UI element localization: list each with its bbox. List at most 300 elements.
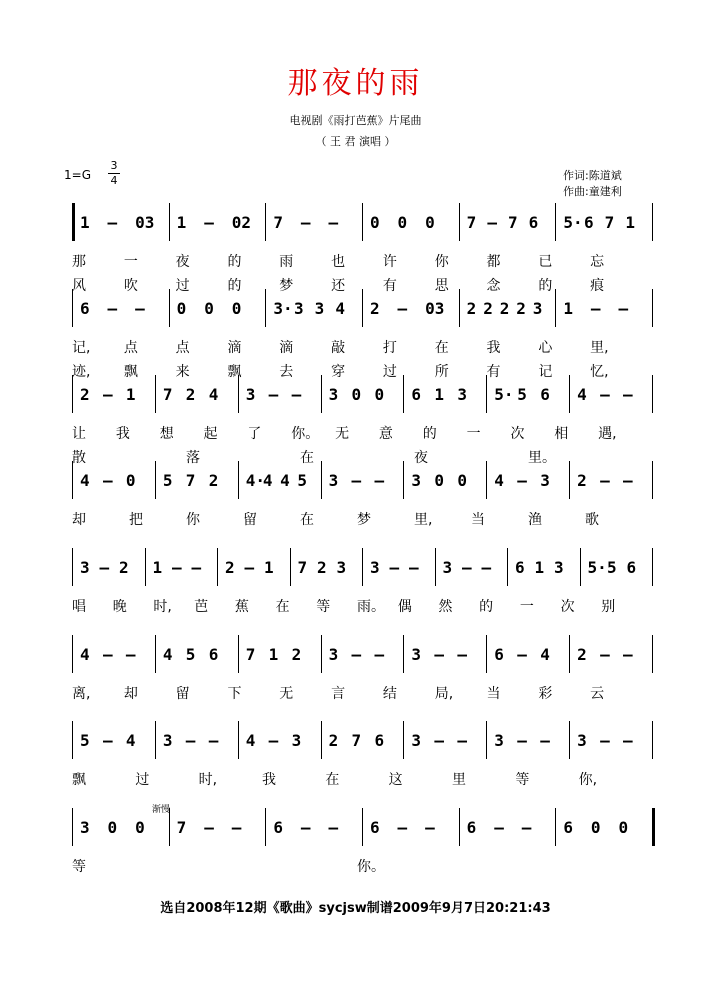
barline <box>362 548 363 586</box>
note: – <box>517 731 527 750</box>
note: 3 <box>80 818 90 837</box>
lyric-syllable: 滴 <box>279 340 294 356</box>
barline <box>652 461 653 499</box>
note: 0 <box>425 213 435 232</box>
notes-row-8 <box>0 818 711 842</box>
note: 6 <box>528 213 539 232</box>
note: – <box>521 818 532 837</box>
note: 3 <box>554 558 564 577</box>
note: 3 <box>457 385 467 404</box>
note: – <box>204 818 214 837</box>
note: – <box>107 299 118 318</box>
note: 4 <box>208 385 219 404</box>
barline <box>486 461 487 499</box>
lyric-syllable: 忆, <box>590 364 609 380</box>
lyric-row-2-1 <box>0 337 711 357</box>
note: 6 <box>515 558 525 577</box>
note: 3 <box>577 731 587 750</box>
lyric-syllable: 过 <box>175 278 190 294</box>
note: 0 <box>125 471 136 490</box>
lyric-syllable: 有 <box>486 364 501 380</box>
note: – <box>374 471 385 490</box>
note: – <box>102 385 113 404</box>
note: – <box>434 731 445 750</box>
barline <box>72 548 73 586</box>
note: 0 <box>351 385 362 404</box>
note: – <box>389 558 400 577</box>
notes-row-7 <box>0 731 711 755</box>
note: 1 <box>176 213 187 232</box>
lyric-syllable: 思 <box>434 278 449 294</box>
barline <box>72 289 73 327</box>
lyric-syllable: 飘 <box>123 364 138 380</box>
note: – <box>328 818 339 837</box>
lyric-syllable: 等 <box>515 772 530 788</box>
note: 6 <box>370 818 380 837</box>
lyric-syllable: 的 <box>227 254 242 270</box>
note: 1 <box>125 385 136 404</box>
barline <box>72 635 73 673</box>
lyric-syllable: 都 <box>486 254 501 270</box>
note: 3 <box>540 471 550 490</box>
note: – <box>600 471 610 490</box>
lyric-syllable: 唱 <box>72 599 86 615</box>
lyric-syllable: 言 <box>331 686 346 702</box>
lyric-syllable: 次 <box>510 426 525 442</box>
note: – <box>397 299 408 318</box>
lyric-syllable: 的 <box>227 278 242 294</box>
lyric-syllable: 念 <box>486 278 501 294</box>
lyric-syllable: 相 <box>554 426 569 442</box>
note: 2 <box>577 471 587 490</box>
note: – <box>185 731 196 750</box>
note: 0 <box>618 818 629 837</box>
lyric-syllable: 意 <box>378 426 393 442</box>
note: 5· <box>587 558 607 577</box>
lyric-syllable: 你 <box>186 512 200 528</box>
note: 1 <box>625 213 635 232</box>
lyric-syllable: 你, <box>578 772 598 788</box>
lyric-syllable: 却 <box>72 512 86 528</box>
note: – <box>590 299 601 318</box>
note: – <box>618 299 629 318</box>
lyric-syllable: 等 <box>72 859 86 875</box>
note: – <box>328 213 339 232</box>
lyric-syllable: 在 <box>300 512 314 528</box>
note: – <box>540 731 550 750</box>
note: – <box>623 731 633 750</box>
barline <box>362 808 363 846</box>
lyric-syllable: 忘 <box>590 254 605 270</box>
note: 3 <box>294 299 304 318</box>
source-footer: 选自2008年12期《歌曲》sycjsw制谱2009年9月7日20:21:43 <box>160 901 551 916</box>
barline <box>403 721 404 759</box>
note: – <box>268 385 279 404</box>
lyric-row-2-2 <box>0 361 711 381</box>
note: 4 <box>494 471 504 490</box>
lyric-row-3-1 <box>0 423 711 443</box>
note: – <box>600 731 610 750</box>
time-signature-top: 3 <box>110 159 118 172</box>
barline <box>435 548 436 586</box>
note: – <box>487 213 497 232</box>
barline <box>321 375 322 413</box>
note: – <box>351 471 362 490</box>
note: – <box>135 299 145 318</box>
lyric-syllable: 散 <box>72 450 86 466</box>
barline <box>403 375 404 413</box>
lyric-syllable: 雨。 <box>357 599 385 615</box>
note: 3 <box>314 299 325 318</box>
lyric-syllable: 你。 <box>357 859 385 875</box>
lyric-syllable: 飘 <box>227 364 242 380</box>
note: 7 <box>508 213 518 232</box>
barline <box>652 808 655 846</box>
note: – <box>204 213 214 232</box>
note: – <box>457 645 467 664</box>
note: 5· <box>563 213 583 232</box>
note: 4 <box>80 471 90 490</box>
barline <box>652 203 653 241</box>
note: 3 <box>411 471 422 490</box>
note: 0 <box>135 818 145 837</box>
note: – <box>208 731 219 750</box>
note: – <box>125 645 136 664</box>
barline <box>555 289 556 327</box>
lyric-syllable: 里。 <box>528 450 556 466</box>
note: 0 <box>231 299 242 318</box>
note: – <box>231 818 242 837</box>
note: 0 <box>397 213 408 232</box>
lyric-syllable: 梦 <box>357 512 371 528</box>
barline <box>507 548 508 586</box>
lyric-syllable: 夜 <box>175 254 190 270</box>
lyric-syllable: 歌 <box>585 512 599 528</box>
barline <box>652 721 653 759</box>
notes-row-6 <box>0 645 711 669</box>
lyric-syllable: 离, <box>72 686 91 702</box>
note: 0 <box>434 471 445 490</box>
barline <box>321 461 322 499</box>
note: 0 <box>107 818 118 837</box>
note: – <box>102 731 113 750</box>
note: 2 <box>80 385 90 404</box>
note: 0 <box>590 818 601 837</box>
barline <box>72 461 73 499</box>
note: 4 <box>577 385 587 404</box>
note: 6 <box>494 645 504 664</box>
lyric-syllable: 一 <box>466 426 481 442</box>
lyric-syllable: 雨 <box>279 254 294 270</box>
note: 6 <box>540 385 550 404</box>
note: 02 <box>231 213 252 232</box>
note: 2 <box>317 558 327 577</box>
note: 3 <box>494 731 504 750</box>
note: – <box>374 645 385 664</box>
note: 6 <box>466 818 477 837</box>
note: – <box>425 818 435 837</box>
lyric-syllable: 风 <box>72 278 86 294</box>
note: – <box>291 385 302 404</box>
note: – <box>623 645 633 664</box>
lyric-syllable: 彩 <box>538 686 553 702</box>
note: 5· <box>494 385 514 404</box>
barline <box>321 721 322 759</box>
lyric-syllable: 打 <box>382 340 397 356</box>
note: 1 <box>264 558 274 577</box>
barline <box>155 635 156 673</box>
lyric-syllable: 滴 <box>227 340 242 356</box>
lyric-syllable: 的 <box>538 278 553 294</box>
lyric-row-4-1 <box>0 509 711 529</box>
lyric-syllable: 我 <box>486 340 501 356</box>
song-title: 那夜的雨 <box>287 66 424 101</box>
note: 3 <box>291 731 302 750</box>
lyric-syllable: 然 <box>438 599 453 615</box>
barline <box>155 375 156 413</box>
lyric-syllable: 下 <box>227 686 242 702</box>
lyric-syllable: 点 <box>123 340 138 356</box>
time-signature <box>108 159 120 188</box>
note: 03 <box>135 213 155 232</box>
lyric-syllable: 却 <box>123 686 138 702</box>
barline <box>555 808 556 846</box>
lyric-syllable: 许 <box>382 254 397 270</box>
note: 4 <box>162 645 173 664</box>
barline <box>238 375 239 413</box>
barline <box>403 635 404 673</box>
lyric-row-5-1 <box>0 596 711 616</box>
key-signature: 1=G <box>64 168 91 182</box>
note: 7 <box>466 213 477 232</box>
note: 2 <box>483 299 493 318</box>
barline <box>569 375 570 413</box>
lyric-syllable: 所 <box>434 364 449 380</box>
lyric-syllable: 记 <box>538 364 553 380</box>
note: 7 <box>351 731 362 750</box>
lyric-syllable: 在 <box>300 450 314 466</box>
note: – <box>99 558 110 577</box>
note: 3 <box>162 731 173 750</box>
barline <box>238 721 239 759</box>
barline <box>652 635 653 673</box>
barline <box>362 289 363 327</box>
lyric-syllable: 结 <box>382 686 397 702</box>
lyricist-credit: 作词:陈道斌 <box>563 169 622 182</box>
note: 6 <box>374 731 385 750</box>
lyric-syllable: 你。 <box>291 426 320 442</box>
barline <box>265 289 266 327</box>
note: – <box>268 731 279 750</box>
note: 6 <box>411 385 422 404</box>
note: 4· <box>245 471 265 490</box>
note: 4 <box>245 731 256 750</box>
barline <box>145 548 146 586</box>
lyric-syllable: 时, <box>153 599 172 615</box>
note: 0 <box>457 471 467 490</box>
lyric-syllable: 有 <box>382 278 397 294</box>
note: 7 <box>297 558 308 577</box>
barline <box>155 721 156 759</box>
note: 2 <box>119 558 129 577</box>
barline <box>486 721 487 759</box>
note: 2 <box>370 299 380 318</box>
tempo-marking: 渐慢 <box>152 805 171 815</box>
lyric-syllable: 穿 <box>331 364 346 380</box>
notes-row-2 <box>0 299 711 323</box>
lyric-syllable: 里 <box>452 772 466 788</box>
lyric-syllable: 晚 <box>112 599 127 615</box>
lyric-syllable: 敲 <box>331 340 346 356</box>
notes-row-5 <box>0 558 711 582</box>
note: 3· <box>273 299 293 318</box>
note: – <box>397 818 408 837</box>
lyric-syllable: 偶 <box>397 599 412 615</box>
note: 3 <box>532 299 543 318</box>
barline <box>459 808 460 846</box>
note: 3 <box>442 558 453 577</box>
lyric-row-1-1 <box>0 251 711 271</box>
note: 0 <box>176 299 187 318</box>
lyric-syllable: 你 <box>434 254 449 270</box>
barline <box>238 635 239 673</box>
note: – <box>300 213 311 232</box>
note: 2 <box>291 645 302 664</box>
lyric-syllable: 的 <box>422 426 437 442</box>
barline <box>459 289 460 327</box>
lyric-syllable: 当 <box>486 686 501 702</box>
note: 6 <box>208 645 219 664</box>
note: 4 <box>262 471 273 490</box>
song-subtitle: 电视剧《雨打芭蕉》片尾曲 <box>289 114 422 127</box>
note: 3 <box>328 645 339 664</box>
note: 6 <box>626 558 637 577</box>
note: 03 <box>425 299 445 318</box>
note: – <box>494 818 504 837</box>
lyric-syllable: 在 <box>275 599 290 615</box>
note: – <box>434 645 445 664</box>
lyric-syllable: 让 <box>72 426 86 442</box>
note: 2 <box>225 558 235 577</box>
note: 3 <box>328 471 339 490</box>
barline <box>169 289 170 327</box>
barline <box>486 375 487 413</box>
lyric-syllable: 芭 <box>194 599 209 615</box>
note: – <box>102 645 113 664</box>
lyric-row-7-1 <box>0 769 711 789</box>
lyric-syllable: 还 <box>331 278 346 294</box>
lyric-syllable: 里, <box>590 340 609 356</box>
note: 4 <box>125 731 136 750</box>
note: 5 <box>162 471 173 490</box>
note: 2 <box>328 731 339 750</box>
lyric-syllable: 无 <box>279 686 294 702</box>
lyric-syllable: 里, <box>414 512 433 528</box>
notes-row-3 <box>0 385 711 409</box>
note: – <box>481 558 492 577</box>
lyric-syllable: 我 <box>262 772 276 788</box>
barline <box>72 721 73 759</box>
lyric-syllable: 来 <box>175 364 190 380</box>
time-signature-bottom: 4 <box>108 173 120 188</box>
note: 1 <box>534 558 545 577</box>
note: – <box>462 558 472 577</box>
barline <box>555 203 556 241</box>
lyric-syllable: 点 <box>175 340 190 356</box>
lyric-syllable: 我 <box>115 426 130 442</box>
note: 1 <box>152 558 163 577</box>
lyric-syllable: 等 <box>316 599 331 615</box>
note: – <box>409 558 419 577</box>
note: 3 <box>336 558 347 577</box>
lyric-syllable: 当 <box>471 512 485 528</box>
note: 5 <box>607 558 617 577</box>
lyric-syllable: 迹, <box>72 364 91 380</box>
note: 5 <box>517 385 527 404</box>
lyric-syllable: 那 <box>72 254 86 270</box>
note: 7 <box>185 471 196 490</box>
lyric-syllable: 无 <box>335 426 350 442</box>
note: – <box>457 731 467 750</box>
note: 3 <box>80 558 90 577</box>
barline <box>652 375 653 413</box>
notes-row-1 <box>0 213 711 237</box>
barline <box>72 203 75 241</box>
lyric-syllable: 飘 <box>72 772 86 788</box>
composer-credit: 作曲:童建利 <box>563 185 622 198</box>
note: – <box>600 645 610 664</box>
note: 6 <box>584 213 594 232</box>
lyric-syllable: 遇, <box>598 426 617 442</box>
lyric-syllable: 次 <box>560 599 575 615</box>
lyric-syllable: 蕉 <box>234 599 249 615</box>
lyric-syllable: 把 <box>129 512 143 528</box>
note: 0 <box>370 213 380 232</box>
note: 6 <box>80 299 90 318</box>
lyric-syllable: 渔 <box>528 512 542 528</box>
note: 2 <box>516 299 526 318</box>
barline <box>652 548 653 586</box>
barline <box>72 375 73 413</box>
note: 3 <box>411 731 422 750</box>
note: 7 <box>604 213 615 232</box>
lyric-row-3-2 <box>0 447 711 467</box>
note: 7 <box>273 213 283 232</box>
lyric-syllable: 想 <box>159 426 174 442</box>
lyric-syllable: 这 <box>388 772 403 788</box>
note: – <box>517 645 527 664</box>
lyric-row-1-2 <box>0 275 711 295</box>
note: – <box>107 213 118 232</box>
barline <box>169 808 170 846</box>
note: 4 <box>80 645 90 664</box>
notes-row-4 <box>0 471 711 495</box>
barline <box>169 203 170 241</box>
barline <box>321 635 322 673</box>
note: 3 <box>245 385 256 404</box>
note: – <box>300 818 311 837</box>
barline <box>362 203 363 241</box>
lyric-syllable: 心 <box>538 340 553 356</box>
barline <box>155 461 156 499</box>
lyric-syllable: 在 <box>325 772 340 788</box>
note: 2 <box>185 385 196 404</box>
barline <box>265 203 266 241</box>
note: – <box>172 558 182 577</box>
barline <box>486 635 487 673</box>
lyric-syllable: 已 <box>538 254 553 270</box>
lyric-syllable: 也 <box>331 254 346 270</box>
